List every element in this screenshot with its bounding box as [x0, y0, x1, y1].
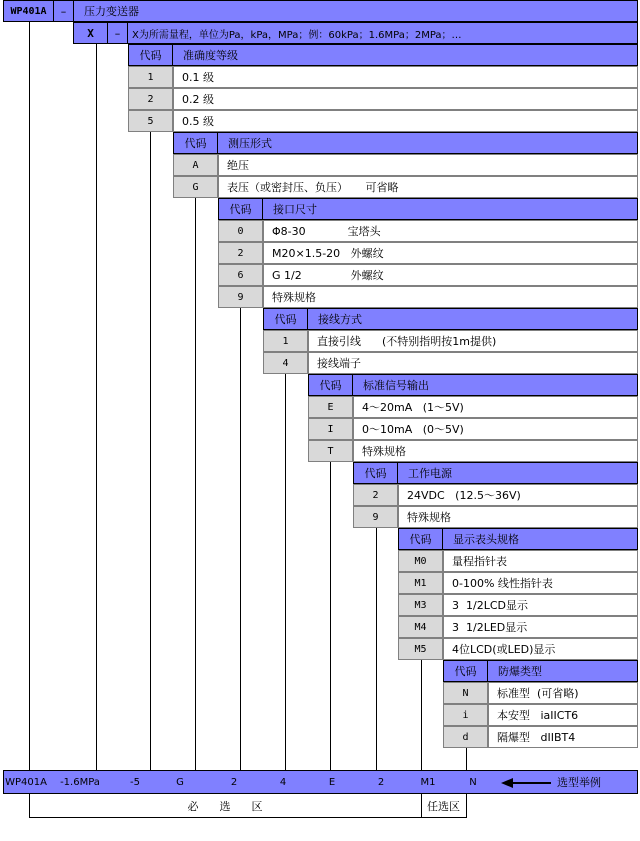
accuracy-title: 准确度等级 — [173, 44, 638, 66]
accuracy-code-1: 1 — [128, 66, 173, 88]
example-item-wiring: 4 — [279, 776, 287, 788]
range-code: X — [73, 22, 108, 44]
explosion-title: 防爆类型 — [488, 660, 638, 682]
pressure-title: 测压形式 — [218, 132, 638, 154]
explosion-code-n: N — [443, 682, 488, 704]
connector-line — [150, 132, 151, 770]
wiring-code-4: 4 — [263, 352, 308, 374]
display-code-m5: M5 — [398, 638, 443, 660]
example-item-power: 2 — [377, 776, 385, 788]
pressure-code-g: G — [173, 176, 218, 198]
power-desc-2: 24VDC (12.5～36V) — [398, 484, 638, 506]
left-arrow-icon — [501, 777, 553, 789]
accuracy-code-header: 代码 — [128, 44, 173, 66]
connector-line — [330, 462, 331, 770]
pressure-desc-a: 绝压 — [218, 154, 638, 176]
model-dash: – — [54, 0, 74, 22]
connection-code-0: 0 — [218, 220, 263, 242]
connector-line — [421, 660, 422, 770]
display-desc-m0: 量程指针表 — [443, 550, 638, 572]
connector-line — [376, 528, 377, 770]
optional-zone-label: 任选区 — [427, 800, 460, 813]
example-item-accuracy: -5 — [130, 776, 140, 788]
example-bar — [3, 770, 638, 794]
explosion-desc-i: 本安型 iaIICT6 — [488, 704, 638, 726]
display-code-m1: M1 — [398, 572, 443, 594]
example-item-pressure: G — [176, 776, 184, 788]
example-label: 选型举例 — [557, 776, 601, 789]
connection-code-9: 9 — [218, 286, 263, 308]
display-desc-m3: 3 1/2LCD显示 — [443, 594, 638, 616]
wiring-code-1: 1 — [263, 330, 308, 352]
display-code-m4: M4 — [398, 616, 443, 638]
signal-desc-e: 4～20mA (1～5V) — [353, 396, 638, 418]
display-code-header: 代码 — [398, 528, 443, 550]
example-item-explosion: N — [469, 776, 477, 788]
power-code-header: 代码 — [353, 462, 398, 484]
range-desc: X为所需量程，单位为Pa，kPa，MPa；例：60kPa；1.6MPa；2MPa；… — [128, 22, 638, 44]
display-code-m0: M0 — [398, 550, 443, 572]
accuracy-code-2: 2 — [128, 88, 173, 110]
power-code-9: 9 — [353, 506, 398, 528]
display-code-m3: M3 — [398, 594, 443, 616]
connector-line — [285, 374, 286, 770]
accuracy-desc-1: 0.1 级 — [173, 66, 638, 88]
example-item-model: WP401A — [5, 776, 47, 788]
pressure-code-header: 代码 — [173, 132, 218, 154]
example-item-connection: 2 — [230, 776, 238, 788]
explosion-code-header: 代码 — [443, 660, 488, 682]
pressure-code-a: A — [173, 154, 218, 176]
connector-line — [96, 44, 97, 770]
accuracy-code-3: 5 — [128, 110, 173, 132]
connection-desc-9: 特殊规格 — [263, 286, 638, 308]
display-desc-m5: 4位LCD(或LED)显示 — [443, 638, 638, 660]
zone-bracket-line — [29, 817, 466, 818]
wiring-desc-1: 直接引线 (不特别指明按1m提供) — [308, 330, 638, 352]
connector-line — [240, 308, 241, 770]
connection-title: 接口尺寸 — [263, 198, 638, 220]
range-dash: – — [108, 22, 128, 44]
accuracy-desc-2: 0.2 级 — [173, 88, 638, 110]
example-item-display: M1 — [420, 776, 436, 788]
signal-code-i: I — [308, 418, 353, 440]
connector-line — [29, 22, 30, 770]
wiring-title: 接线方式 — [308, 308, 638, 330]
signal-desc-i: 0～10mA (0～5V) — [353, 418, 638, 440]
display-title: 显示表头规格 — [443, 528, 638, 550]
zone-bracket-line — [466, 794, 467, 818]
connection-desc-6: G 1/2 外螺纹 — [263, 264, 638, 286]
explosion-desc-n: 标准型 (可省略) — [488, 682, 638, 704]
pressure-desc-g: 表压（或密封压、负压） 可省略 — [218, 176, 638, 198]
explosion-code-d: d — [443, 726, 488, 748]
explosion-desc-d: 隔爆型 dIIBT4 — [488, 726, 638, 748]
signal-code-header: 代码 — [308, 374, 353, 396]
connection-desc-2: M20×1.5-20 外螺纹 — [263, 242, 638, 264]
signal-code-e: E — [308, 396, 353, 418]
display-desc-m4: 3 1/2LED显示 — [443, 616, 638, 638]
example-item-range: -1.6MPa — [60, 776, 100, 788]
connection-code-2: 2 — [218, 242, 263, 264]
power-code-2: 2 — [353, 484, 398, 506]
wiring-code-header: 代码 — [263, 308, 308, 330]
connector-line — [195, 198, 196, 770]
required-zone-label: 必 选 区 — [187, 800, 263, 813]
connector-line — [466, 748, 467, 770]
connection-code-6: 6 — [218, 264, 263, 286]
explosion-code-i: i — [443, 704, 488, 726]
example-item-signal: E — [328, 776, 336, 788]
display-desc-m1: 0-100% 线性指针表 — [443, 572, 638, 594]
connection-desc-0: Φ8-30 宝塔头 — [263, 220, 638, 242]
power-desc-9: 特殊规格 — [398, 506, 638, 528]
signal-desc-t: 特殊规格 — [353, 440, 638, 462]
model-name: 压力变送器 — [74, 0, 638, 22]
signal-title: 标准信号输出 — [353, 374, 638, 396]
model-code: WP401A — [3, 0, 54, 22]
power-title: 工作电源 — [398, 462, 638, 484]
signal-code-t: T — [308, 440, 353, 462]
wiring-desc-4: 接线端子 — [308, 352, 638, 374]
accuracy-desc-3: 0.5 级 — [173, 110, 638, 132]
connection-code-header: 代码 — [218, 198, 263, 220]
